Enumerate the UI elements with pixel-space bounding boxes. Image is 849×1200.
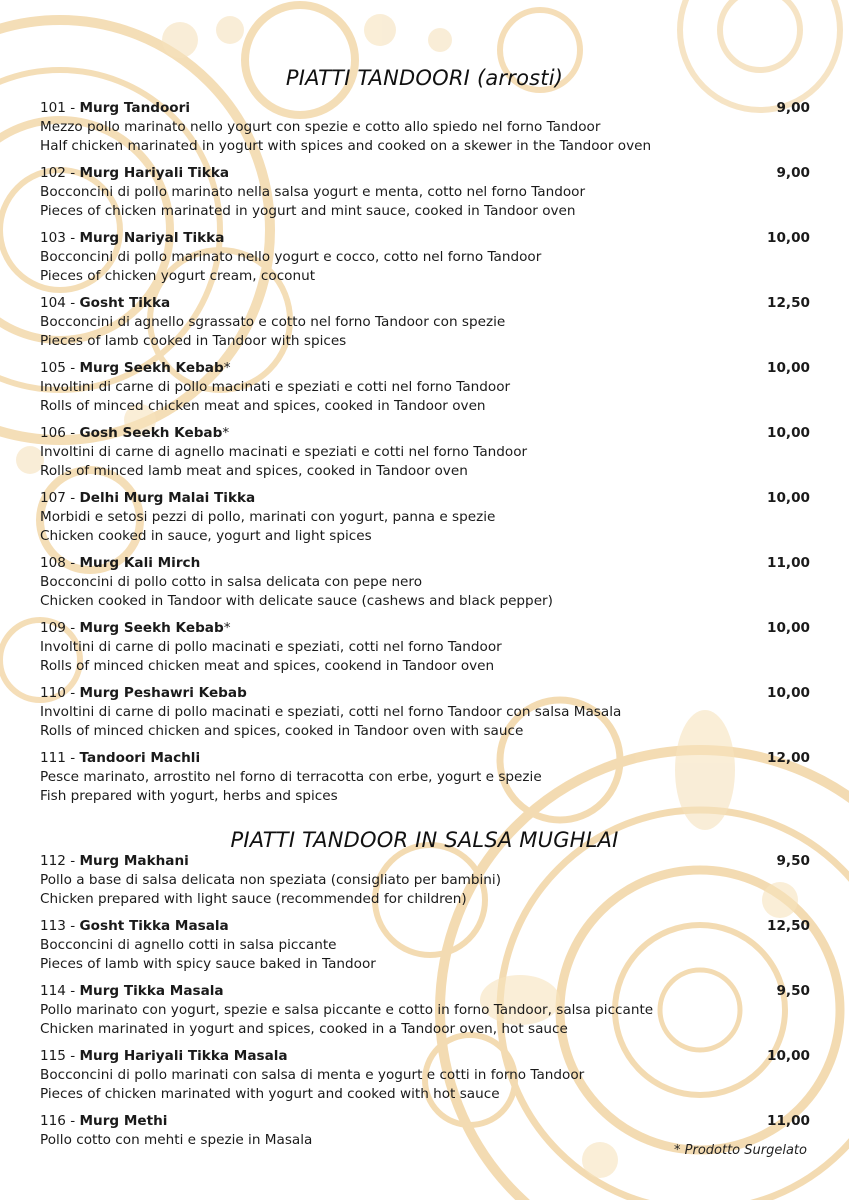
menu-item-name: Gosht Tikka Masala [79, 918, 229, 934]
menu-item-title [40, 917, 229, 936]
menu-item-price: 10,00 [767, 425, 810, 441]
menu-item-header [40, 852, 810, 871]
menu-item [40, 359, 810, 416]
menu-item-header [40, 917, 810, 936]
menu-item-price: 12,00 [767, 750, 810, 766]
menu-item-name: Murg Makhani [79, 853, 189, 869]
menu-item-description-it: Pesce marinato, arrostito nel forno di terracotta con erbe, yogurt e spezie [40, 769, 542, 785]
menu-item-name: Gosh Seekh Kebab [79, 425, 223, 441]
menu-item-number: 103 - [40, 230, 80, 246]
menu-item-price: 10,00 [767, 230, 810, 246]
menu-item-name: Delhi Murg Malai Tikka [79, 490, 256, 506]
menu-item-title [40, 294, 170, 313]
menu-item-number: 116 - [40, 1113, 80, 1129]
menu-item [40, 684, 810, 741]
menu-item [40, 554, 810, 611]
menu-item [40, 489, 810, 546]
menu-item-title [40, 619, 231, 638]
menu-item-header [40, 749, 810, 768]
menu-item-title [40, 99, 190, 118]
menu-item-name: Murg Seekh Kebab [79, 620, 224, 636]
menu-item-number: 113 - [40, 918, 80, 934]
menu-item-description-it: Involtini di carne di pollo macinati e speziati, cotti nel forno Tandoor con salsa Masala [40, 704, 622, 720]
menu-item-description-it: Involtini di carne di pollo macinati e speziati, cotti nel forno Tandoor [40, 639, 502, 655]
menu-item-title [40, 1047, 288, 1066]
menu-item-title [40, 852, 189, 871]
menu-item-title [40, 489, 255, 508]
menu-item [40, 619, 810, 676]
menu-item-header [40, 554, 810, 573]
menu-item [40, 917, 810, 974]
menu-item-name: Murg Seekh Kebab [79, 360, 224, 376]
menu-item-title [40, 424, 229, 443]
menu-item-price: 9,50 [776, 983, 810, 999]
menu-item-description-it: Pollo marinato con yogurt, spezie e salsa piccante e cotto in forno Tandoor, salsa piccante [40, 1002, 654, 1018]
menu-item-description-en: Rolls of minced chicken and spices, cooked in Tandoor oven with sauce [40, 723, 524, 739]
menu-item-header [40, 99, 810, 118]
menu-item-name: Murg Tikka Masala [79, 983, 224, 999]
menu-item-name: Tandoori Machli [79, 750, 201, 766]
menu-item-name: Murg Tandoori [79, 100, 191, 116]
menu-item-price: 10,00 [767, 685, 810, 701]
menu-item-description-it: Bocconcini di pollo marinato nella salsa yogurt e menta, cotto nel forno Tandoor [40, 184, 586, 200]
menu-item [40, 424, 810, 481]
menu-item-title [40, 1112, 167, 1131]
menu-item-price: 9,50 [776, 853, 810, 869]
menu-item-description-it: Bocconcini di agnello sgrassato e cotto nel forno Tandoor con spezie [40, 314, 506, 330]
menu-item-header [40, 424, 810, 443]
menu-item-description-it: Pollo a base di salsa delicata non speziata (consigliato per bambini) [40, 872, 501, 888]
menu-item-header [40, 229, 810, 248]
menu-item-number: 112 - [40, 853, 80, 869]
menu-item-number: 107 - [40, 490, 80, 506]
menu-item-description-en: Rolls of minced chicken meat and spices, cooked in Tandoor oven [40, 398, 486, 414]
menu-item-description-en: Chicken cooked in sauce, yogurt and light spices [40, 528, 372, 544]
menu-item-price: 9,00 [776, 165, 810, 181]
section-title-mughlai: PIATTI TANDOOR IN SALSA MUGHLAI [230, 828, 619, 852]
menu-item-header [40, 164, 810, 183]
menu-item [40, 294, 810, 351]
menu-item-price: 10,00 [767, 490, 810, 506]
menu-item-header [40, 359, 810, 378]
menu-item [40, 229, 810, 286]
menu-item-description-en: Fish prepared with yogurt, herbs and spices [40, 788, 338, 804]
section-title-tandoori: PIATTI TANDOORI (arrosti) [285, 66, 564, 90]
menu-item-number: 101 - [40, 100, 80, 116]
menu-item-price: 10,00 [767, 1048, 810, 1064]
menu-item [40, 749, 810, 806]
menu-item-description-en: Rolls of minced lamb meat and spices, cooked in Tandoor oven [40, 463, 468, 479]
menu-item-price: 12,50 [767, 295, 810, 311]
menu-item-price: 11,00 [767, 1113, 810, 1129]
menu-item-description-it: Bocconcini di pollo marinati con salsa di menta e yogurt e cotti in forno Tandoor [40, 1067, 585, 1083]
frozen-marker: * [223, 360, 231, 376]
menu-item-title [40, 982, 224, 1001]
menu-item-number: 105 - [40, 360, 80, 376]
menu-item [40, 99, 810, 156]
menu-item-price: 10,00 [767, 620, 810, 636]
menu-item [40, 852, 810, 909]
menu-item-description-it: Mezzo pollo marinato nello yogurt con spezie e cotto allo spiedo nel forno Tandoor [40, 119, 601, 135]
menu-item-description-en: Pieces of lamb cooked in Tandoor with spices [40, 333, 347, 349]
menu-item-description-it: Bocconcini di pollo cotto in salsa delicata con pepe nero [40, 574, 423, 590]
menu-item-title [40, 684, 247, 703]
menu-item-name: Murg Nariyal Tikka [79, 230, 225, 246]
menu-item-description-en: Rolls of minced chicken meat and spices, cookend in Tandoor oven [40, 658, 495, 674]
menu-item-description-en: Half chicken marinated in yogurt with spices and cooked on a skewer in the Tandoor oven [40, 138, 652, 154]
menu-item-name: Murg Methi [79, 1113, 168, 1129]
menu-item-name: Murg Peshawri Kebab [79, 685, 247, 701]
menu-item-description-it: Morbidi e setosi pezzi di pollo, marinati con yogurt, panna e spezie [40, 509, 496, 525]
menu-item-number: 110 - [40, 685, 80, 701]
frozen-marker: * [223, 620, 231, 636]
menu-item-description-it: Pollo cotto con mehti e spezie in Masala [40, 1132, 313, 1148]
menu-item-header [40, 1047, 810, 1066]
menu-item-number: 114 - [40, 983, 80, 999]
menu-item-description-en: Chicken cooked in Tandoor with delicate sauce (cashews and black pepper) [40, 593, 553, 609]
menu-item-name: Murg Hariyali Tikka Masala [79, 1048, 288, 1064]
menu-item-price: 12,50 [767, 918, 810, 934]
menu-item-header [40, 684, 810, 703]
menu-item-header [40, 1112, 810, 1131]
menu-item-description-it: Bocconcini di pollo marinato nello yogurt e cocco, cotto nel forno Tandoor [40, 249, 542, 265]
menu-item-name: Murg Hariyali Tikka [79, 165, 230, 181]
menu-item-title [40, 749, 200, 768]
menu-item-header [40, 489, 810, 508]
menu-item-description-it: Bocconcini di agnello cotti in salsa piccante [40, 937, 337, 953]
menu-item-name: Gosht Tikka [79, 295, 171, 311]
menu-item-description-en: Chicken marinated in yogurt and spices, cooked in a Tandoor oven, hot sauce [40, 1021, 568, 1037]
frozen-marker: * [222, 425, 230, 441]
menu-item-number: 115 - [40, 1048, 80, 1064]
menu-item-header [40, 619, 810, 638]
menu-item-number: 106 - [40, 425, 80, 441]
menu-item-header [40, 982, 810, 1001]
menu-item-title [40, 229, 224, 248]
menu-item-description-it: Involtini di carne di pollo macinati e speziati e cotti nel forno Tandoor [40, 379, 511, 395]
menu-item-title [40, 359, 231, 378]
menu-item-number: 104 - [40, 295, 80, 311]
menu-item [40, 1047, 810, 1104]
menu-item-description-en: Pieces of chicken marinated in yogurt and mint sauce, cooked in Tandoor oven [40, 203, 576, 219]
menu-item-number: 109 - [40, 620, 80, 636]
menu-item-description-it: Involtini di carne di agnello macinati e speziati e cotti nel forno Tandoor [40, 444, 528, 460]
menu-item-title [40, 554, 200, 573]
menu-item-number: 102 - [40, 165, 80, 181]
menu-item-name: Murg Kali Mirch [79, 555, 201, 571]
menu-item-price: 10,00 [767, 360, 810, 376]
menu-item [40, 164, 810, 221]
menu-item-title [40, 164, 229, 183]
frozen-product-footnote: * Prodotto Surgelato [674, 1143, 807, 1158]
menu-item-description-en: Pieces of lamb with spicy sauce baked in Tandoor [40, 956, 376, 972]
menu-item-description-en: Pieces of chicken marinated with yogurt and cooked with hot sauce [40, 1086, 500, 1102]
menu-item-description-en: Chicken prepared with light sauce (recommended for children) [40, 891, 467, 907]
menu-item-description-en: Pieces of chicken yogurt cream, coconut [40, 268, 316, 284]
menu-item-price: 11,00 [767, 555, 810, 571]
menu-item-number: 108 - [40, 555, 80, 571]
menu-item-number: 111 - [40, 750, 80, 766]
menu-item-header [40, 294, 810, 313]
menu-item [40, 982, 810, 1039]
menu-item-price: 9,00 [776, 100, 810, 116]
